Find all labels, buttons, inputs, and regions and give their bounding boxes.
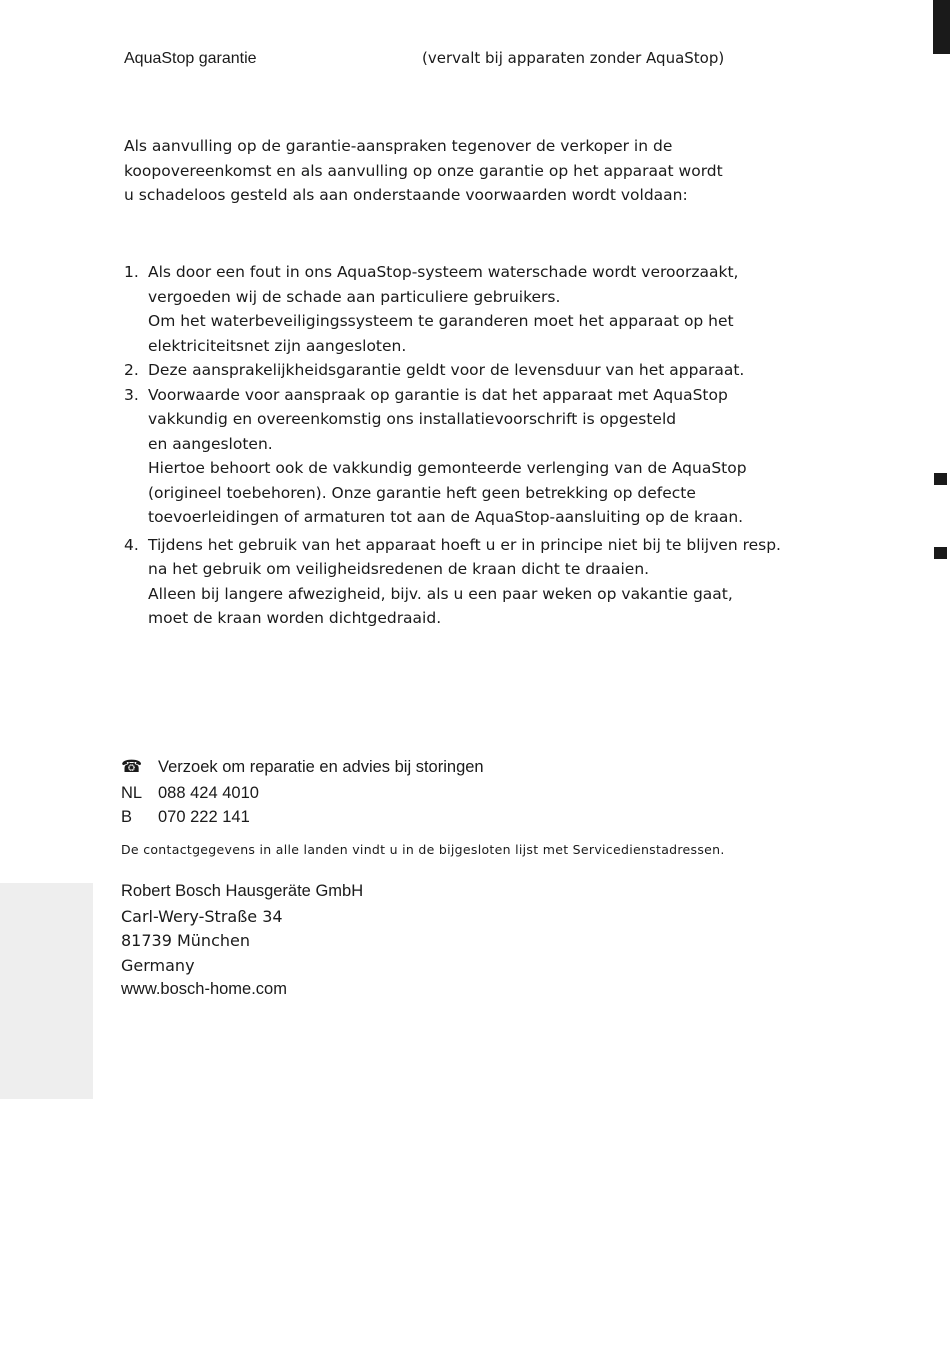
condition-line: en aangesloten. (148, 434, 273, 453)
condition-item (124, 358, 824, 383)
condition-line: Om het waterbeveiligingssysteem te garanderen moet het apparaat op het (148, 312, 734, 330)
condition-number: 1. (124, 263, 139, 281)
company-name: Robert Bosch Hausgeräte GmbH (121, 882, 364, 900)
condition-line: na het gebruik om veiligheidsredenen de kraan dicht te draaien. (148, 560, 650, 578)
service-label: Verzoek om reparatie en advies bij storingen (158, 758, 484, 776)
company-country: Germany (121, 956, 195, 975)
condition-line: vergoeden wij de schade aan particuliere gebruikers. (148, 287, 561, 306)
condition-line: moet de kraan worden dichtgedraaid. (148, 609, 442, 627)
phone-number: 088 424 4010 (158, 784, 259, 802)
condition-line: Tijdens het gebruik van het apparaat hoeft u er in principe niet bij te blijven resp. (148, 535, 781, 554)
section-marker (934, 473, 947, 485)
condition-item (124, 260, 824, 358)
section-marker (934, 547, 947, 559)
intro-paragraph (124, 134, 764, 208)
condition-item (124, 383, 824, 530)
condition-item (124, 533, 824, 631)
thumb-tab (933, 0, 950, 54)
condition-line: Hiertoe behoort ook de vakkundig gemonteerde verlenging van de AquaStop (148, 459, 747, 477)
intro-line: u schadeloos gesteld als aan onderstaande voorwaarden wordt voldaan: (124, 186, 688, 204)
side-panel (0, 883, 93, 1099)
company-street: Carl-Wery-Straße 34 (121, 907, 283, 926)
page-subtitle: (vervalt bij apparaten zonder AquaStop) (422, 49, 725, 67)
condition-number: 4. (124, 535, 139, 554)
country-code: B (121, 808, 133, 826)
telephone-icon: ☎ (121, 757, 143, 776)
service-note: De contactgegevens in alle landen vindt u in de bijgesloten lijst met Servicedienstadressen. (121, 842, 725, 857)
condition-line: elektriciteitsnet zijn aangesloten. (148, 336, 407, 355)
company-website: www.bosch-home.com (121, 980, 287, 998)
intro-line: Als aanvulling op de garantie-aanspraken tegenover de verkoper in de (124, 137, 673, 155)
condition-number: 2. (124, 361, 139, 379)
condition-line: Als door een fout in ons AquaStop-systeem waterschade wordt veroorzaakt, (148, 263, 739, 281)
condition-line: Voorwaarde voor aanspraak op garantie is dat het apparaat met AquaStop (148, 385, 728, 404)
phone-number: 070 222 141 (158, 808, 250, 826)
condition-line: Alleen bij langere afwezigheid, bijv. als u een paar weken op vakantie gaat, (148, 584, 733, 603)
country-code: NL (121, 784, 143, 802)
condition-line: Deze aansprakelijkheidsgarantie geldt voor de levensduur van het apparaat. (148, 361, 745, 379)
condition-line: vakkundig en overeenkomstig ons installatievoorschrift is opgesteld (148, 410, 677, 428)
condition-number: 3. (124, 385, 139, 404)
intro-line: koopovereenkomst en als aanvulling op onze garantie op het apparaat wordt (124, 161, 723, 180)
page-title: AquaStop garantie (124, 50, 257, 67)
company-city: 81739 München (121, 931, 250, 950)
condition-line: (origineel toebehoren). Onze garantie heft geen betrekking op defecte (148, 483, 696, 502)
condition-line: toevoerleidingen of armaturen tot aan de AquaStop-aansluiting op de kraan. (148, 508, 744, 526)
conditions-list (124, 260, 824, 631)
